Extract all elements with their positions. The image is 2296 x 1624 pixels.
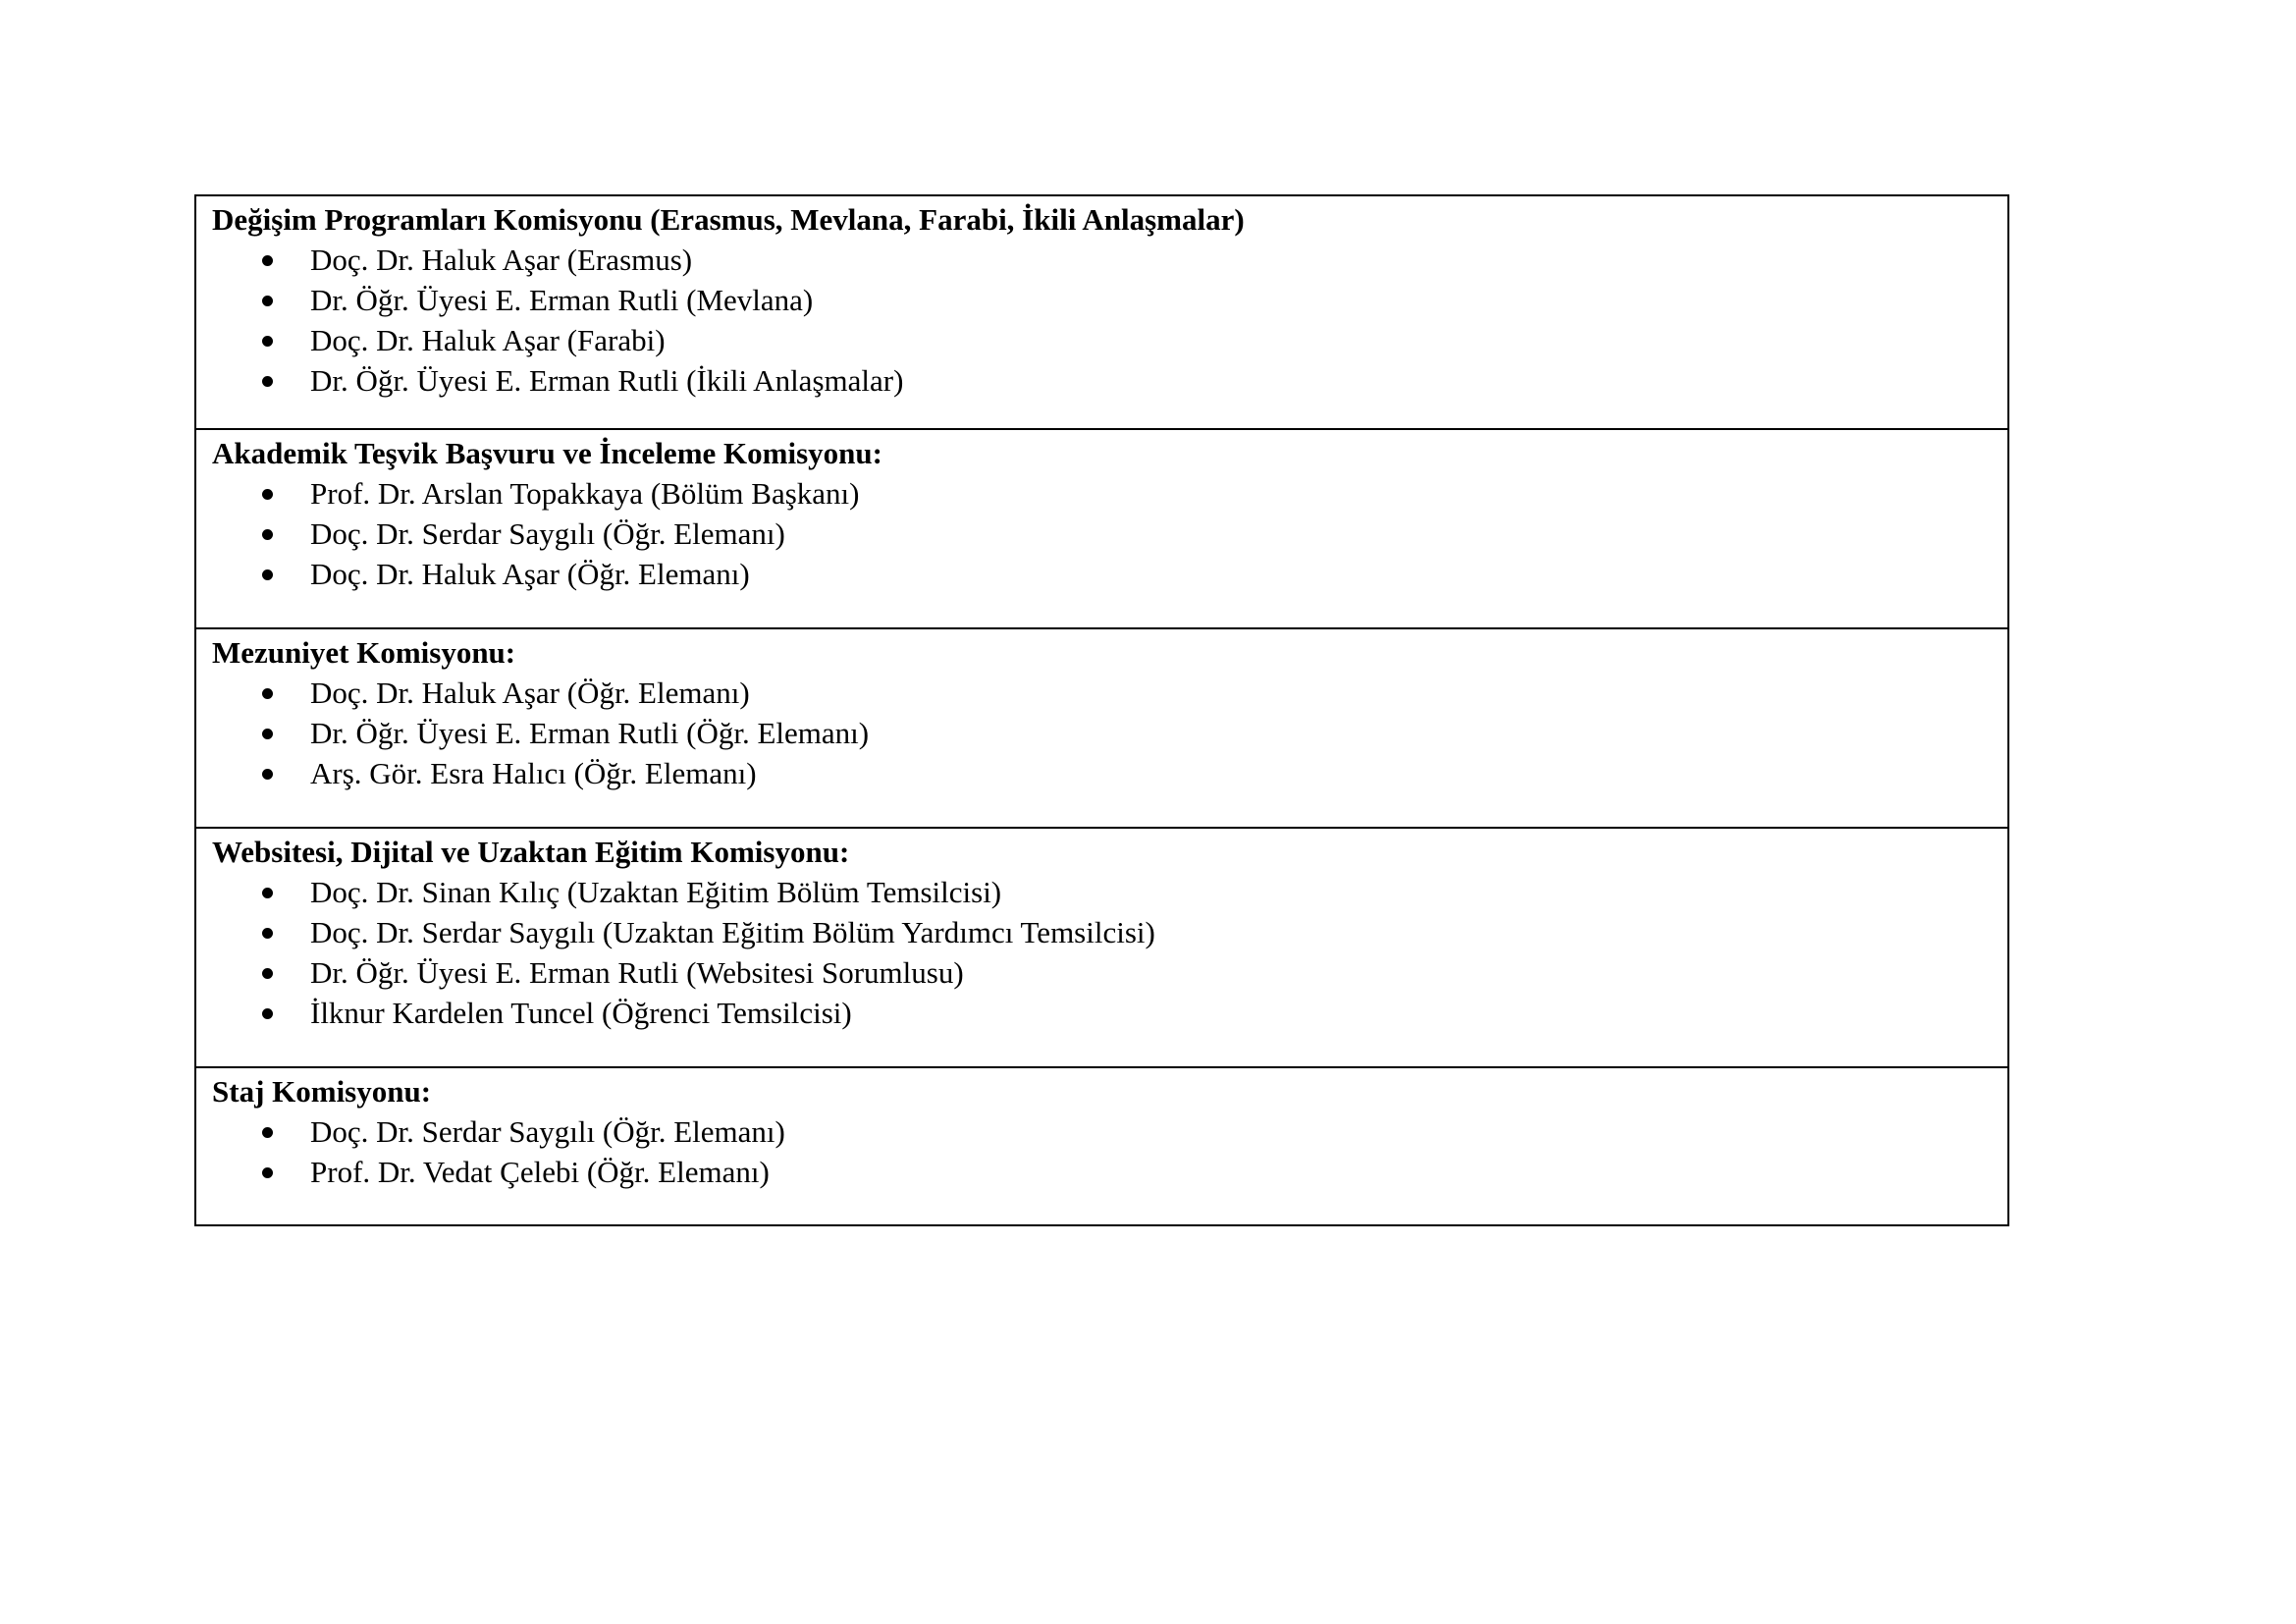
bullet-icon xyxy=(262,688,273,699)
bullet-icon xyxy=(262,729,273,739)
committee-row xyxy=(195,1067,2008,1225)
bullet-icon xyxy=(262,1127,273,1138)
list-item xyxy=(212,360,1994,401)
list-item xyxy=(212,872,1994,912)
member-name: Doç. Dr. Haluk Aşar (Farabi) xyxy=(310,323,666,357)
bullet-icon xyxy=(262,296,273,306)
committee-title: Akademik Teşvik Başvuru ve İnceleme Komisyonu: xyxy=(212,436,882,470)
committee-row xyxy=(195,195,2008,429)
list-item xyxy=(212,280,1994,320)
member-name: Prof. Dr. Arslan Topakkaya (Bölüm Başkanı) xyxy=(310,476,860,511)
committee-title: Staj Komisyonu: xyxy=(212,1074,432,1109)
member-name: Dr. Öğr. Üyesi E. Erman Rutli (Websitesi Sorumlusu) xyxy=(310,955,964,990)
member-name: Dr. Öğr. Üyesi E. Erman Rutli (Öğr. Elemanı) xyxy=(310,716,870,750)
bullet-icon xyxy=(262,769,273,780)
bullet-icon xyxy=(262,928,273,939)
list-item xyxy=(212,912,1994,952)
list-item xyxy=(212,473,1994,514)
member-list xyxy=(212,240,1994,401)
member-name: Doç. Dr. Haluk Aşar (Erasmus) xyxy=(310,243,693,277)
committee-row xyxy=(195,429,2008,628)
committee-title: Websitesi, Dijital ve Uzaktan Eğitim Komisyonu: xyxy=(212,835,850,869)
member-name: Doç. Dr. Serdar Saygılı (Öğr. Elemanı) xyxy=(310,1114,785,1149)
list-item xyxy=(212,240,1994,280)
bullet-icon xyxy=(262,1167,273,1178)
list-item xyxy=(212,952,1994,993)
bullet-icon xyxy=(262,968,273,979)
bullet-icon xyxy=(262,1008,273,1019)
member-name: Doç. Dr. Serdar Saygılı (Öğr. Elemanı) xyxy=(310,516,785,551)
member-name: Dr. Öğr. Üyesi E. Erman Rutli (Mevlana) xyxy=(310,283,814,317)
bullet-icon xyxy=(262,569,273,580)
committee-table xyxy=(194,194,2009,1226)
committee-cell xyxy=(195,1067,2008,1225)
committee-cell xyxy=(195,429,2008,628)
committee-cell xyxy=(195,628,2008,828)
member-name: Doç. Dr. Sinan Kılıç (Uzaktan Eğitim Bölüm Temsilcisi) xyxy=(310,875,1002,909)
member-list xyxy=(212,673,1994,793)
member-name: Doç. Dr. Haluk Aşar (Öğr. Elemanı) xyxy=(310,557,750,591)
bullet-icon xyxy=(262,255,273,266)
member-name: Doç. Dr. Serdar Saygılı (Uzaktan Eğitim Bölüm Yardımcı Temsilcisi) xyxy=(310,915,1155,949)
committee-cell xyxy=(195,195,2008,429)
committee-row xyxy=(195,828,2008,1067)
list-item xyxy=(212,514,1994,554)
member-name: Doç. Dr. Haluk Aşar (Öğr. Elemanı) xyxy=(310,676,750,710)
list-item xyxy=(212,1111,1994,1152)
bullet-icon xyxy=(262,888,273,898)
list-item xyxy=(212,673,1994,713)
member-list xyxy=(212,473,1994,594)
committee-title: Değişim Programları Komisyonu (Erasmus, Mevlana, Farabi, İkili Anlaşmalar) xyxy=(212,202,1245,237)
list-item xyxy=(212,1152,1994,1192)
committee-row xyxy=(195,628,2008,828)
member-name: Prof. Dr. Vedat Çelebi (Öğr. Elemanı) xyxy=(310,1155,770,1189)
bullet-icon xyxy=(262,336,273,347)
member-name: Arş. Gör. Esra Halıcı (Öğr. Elemanı) xyxy=(310,756,757,790)
member-list xyxy=(212,1111,1994,1192)
list-item xyxy=(212,320,1994,360)
list-item xyxy=(212,753,1994,793)
bullet-icon xyxy=(262,376,273,387)
committee-title: Mezuniyet Komisyonu: xyxy=(212,635,516,670)
list-item xyxy=(212,554,1994,594)
bullet-icon xyxy=(262,489,273,500)
member-name: İlknur Kardelen Tuncel (Öğrenci Temsilcisi) xyxy=(310,996,852,1030)
bullet-icon xyxy=(262,529,273,540)
committee-cell xyxy=(195,828,2008,1067)
member-list xyxy=(212,872,1994,1033)
list-item xyxy=(212,713,1994,753)
list-item xyxy=(212,993,1994,1033)
member-name: Dr. Öğr. Üyesi E. Erman Rutli (İkili Anlaşmalar) xyxy=(310,363,904,398)
